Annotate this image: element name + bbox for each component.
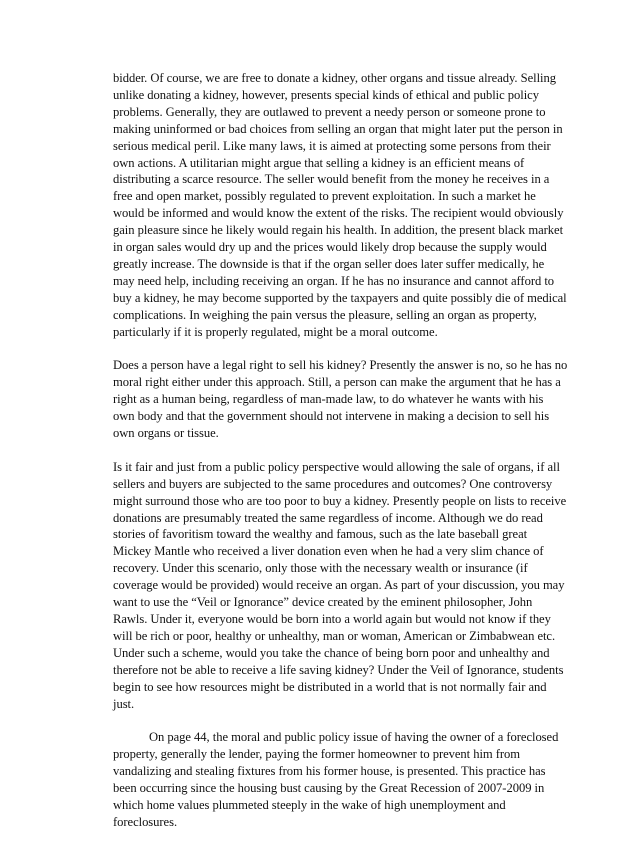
document-body	[113, 70, 568, 848]
paragraph-fairness-veil: Is it fair and just from a public policy perspective would allowing the sale of organs, if all sellers and buyers are subjected to the same procedures and outcomes? One controversy might surround those who are too poor to buy a kidney. Presently people on lists to receive donations are presumably treated the same regardless of income. Although we do read stories of favoritism toward the wealthy and famous, such as the late baseball great Mickey Mantle who received a liver donation even when he had a very slim chance of recovery. Under this scenario, only those with the necessary wealth or insurance (if coverage would be provided) would receive an organ. As part of your discussion, you may want to use the “Veil or Ignorance” device created by the eminent philosopher, John Rawls. Under it, everyone would be born into a world again but would not know if they will be rich or poor, healthy or unhealthy, man or woman, American or Zimbabwean etc. Under such a scheme, would you take the chance of being born poor and unhealthy and therefore not be able to receive a life saving kidney? Under the Veil of Ignorance, students begin to see how resources might be distributed in a world that is not normally fair and just.	[113, 459, 567, 711]
paragraph-foreclosure: On page 44, the moral and public policy issue of having the owner of a foreclosed property, generally the lender, paying the former homeowner to prevent him from vandalizing and stealing fixtures from his former house, is presented. This practice has been occurring since the housing bust causing by the Great Recession of 2007-2009 in which home values plummeted steeply in the wake of high unemployment and foreclosures.	[113, 730, 559, 829]
paragraph-organ-sale-utilitarian: bidder. Of course, we are free to donate a kidney, other organs and tissue already. Selling unlike donating a kidney, however, presents special kinds of ethical and public policy problems. Generally, they are outlawed to prevent a needy person or someone prone to making uninformed or bad choices from selling an organ that might later put the person in serious medical peril. Like many laws, it is aimed at protecting some persons from their own actions. A utilitarian might argue that selling a kidney is an efficient means of distributing a scarce resource. The seller would benefit from the money he receives in a free and open market, possibly regulated to prevent exploitation. In such a market he would be informed and would know the extent of the risks. The recipient would obviously gain pleasure since he likely would regain his health. In addition, the present black market in organ sales would dry up and the prices would likely drop because the supply would greatly increase. The downside is that if the organ seller does later suffer medically, he may need help, including receiving an organ. If he has no insurance and cannot afford to buy a kidney, he may become supported by the taxpayers and quite possibly die of medical complications. In weighing the pain versus the pleasure, selling an organ as property, particularly if it is properly regulated, might be a moral outcome.	[113, 71, 567, 339]
paragraph-legal-right: Does a person have a legal right to sell his kidney? Presently the answer is no, so he has no moral right either under this approach. Still, a person can make the argument that he has a right as a human being, regardless of man-made law, to do whatever he wants with his own body and that the government should not intervene in making a decision to sell his own organs or tissue.	[113, 358, 568, 441]
